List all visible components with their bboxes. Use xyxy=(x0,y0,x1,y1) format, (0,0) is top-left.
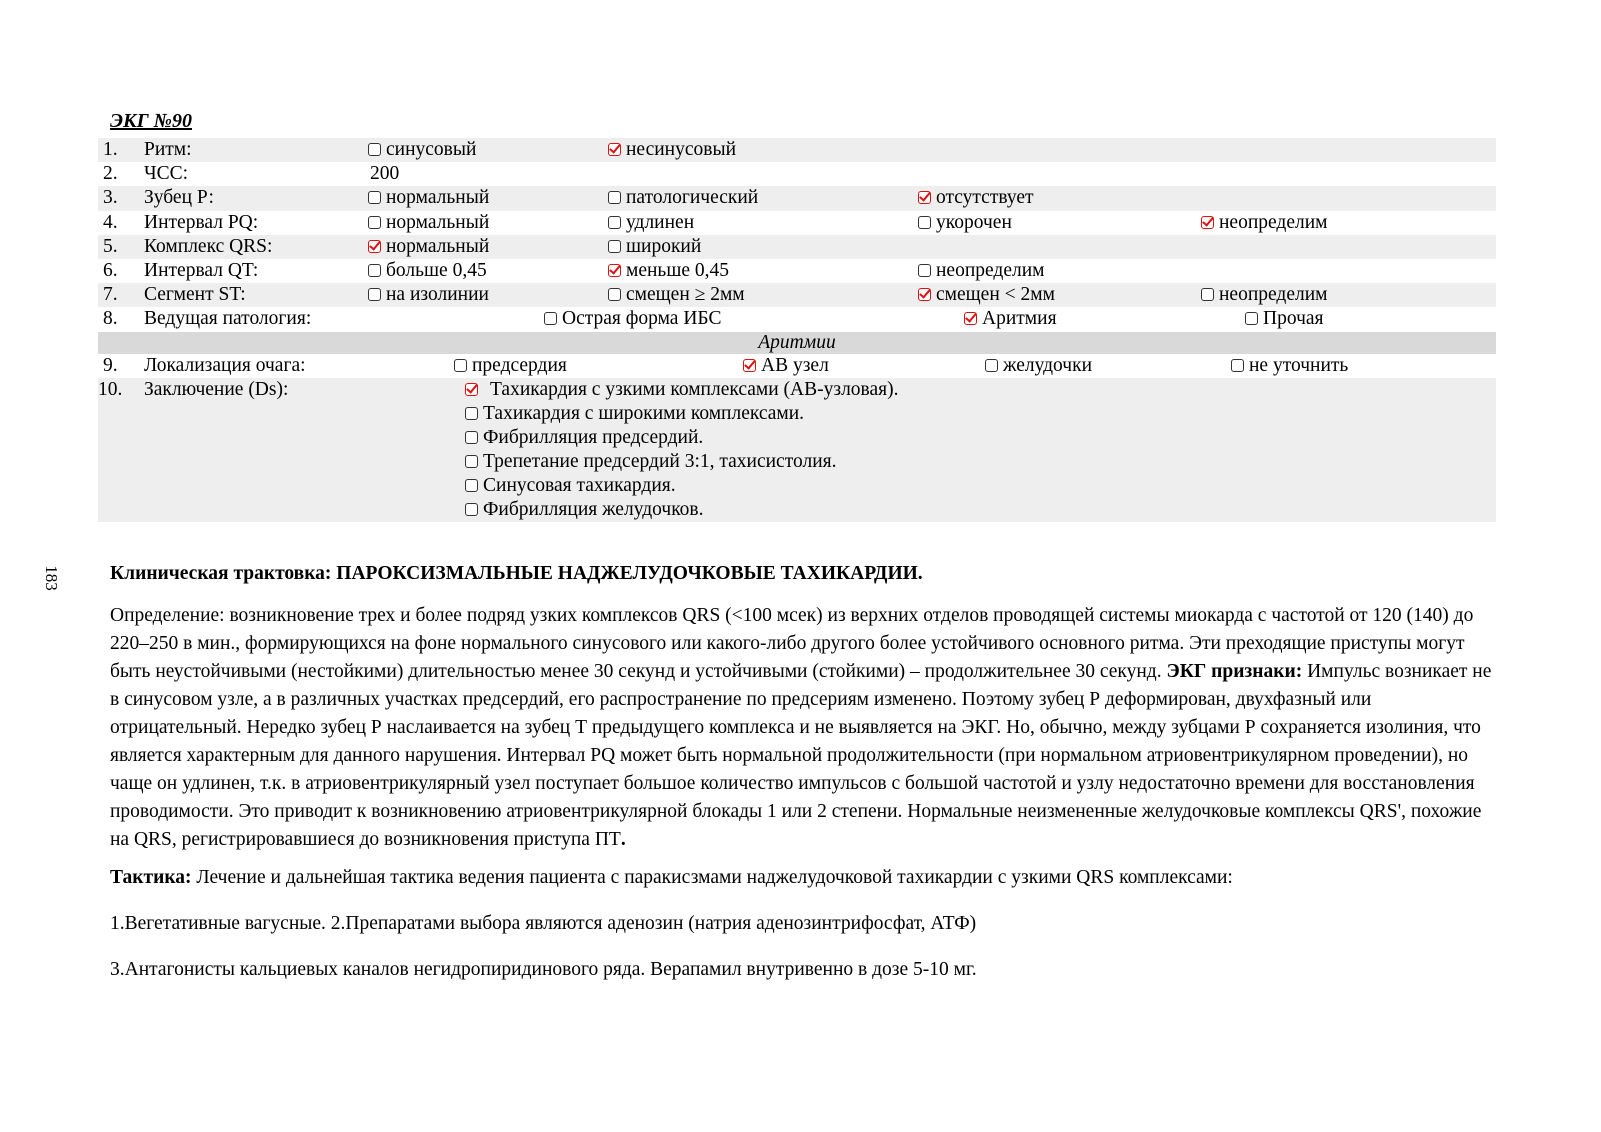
checkbox-checked-icon[interactable] xyxy=(1201,216,1214,229)
option-flutter[interactable]: Трепетание предсердий 3:1, тахисистолия. xyxy=(465,450,899,474)
row-conclusion xyxy=(98,378,1496,522)
option-pq-shortened[interactable]: укорочен xyxy=(918,211,1012,235)
option-pq-undefined[interactable]: неопределим xyxy=(1201,211,1328,235)
checkbox-icon[interactable] xyxy=(454,359,467,372)
option-wide-tachy[interactable]: Тахикардия с широкими комплексами. xyxy=(465,402,899,426)
option-p-absent[interactable]: отсутствует xyxy=(918,186,1034,210)
checkbox-icon[interactable] xyxy=(368,264,381,277)
row-number: 3. xyxy=(103,187,118,209)
hr-value: 200 xyxy=(370,163,400,185)
row-label: Ведущая патология: xyxy=(144,308,312,330)
option-arrhythmia[interactable]: Аритмия xyxy=(964,307,1057,331)
checkbox-checked-icon[interactable] xyxy=(608,143,621,156)
option-acute-ihd[interactable]: Острая форма ИБС xyxy=(544,307,721,331)
checkbox-icon[interactable] xyxy=(465,479,478,492)
checkbox-icon[interactable] xyxy=(918,264,931,277)
option-av-node[interactable]: АВ узел xyxy=(743,354,829,378)
checkbox-icon[interactable] xyxy=(918,216,931,229)
checkbox-icon[interactable] xyxy=(465,431,478,444)
row-pathology xyxy=(98,307,1496,331)
option-p-pathological[interactable]: патологический xyxy=(608,186,758,210)
row-qt xyxy=(98,259,1496,283)
conclusion-options xyxy=(465,378,899,522)
checkbox-icon[interactable] xyxy=(368,191,381,204)
option-sinus[interactable]: синусовый xyxy=(368,138,476,162)
clinical-title: Клиническая трактовка: ПАРОКСИЗМАЛЬНЫЕ НАДЖЕЛУДОЧКОВЫЕ ТАХИКАРДИИ. xyxy=(110,563,923,584)
checkbox-icon[interactable] xyxy=(1201,288,1214,301)
row-st xyxy=(98,283,1496,307)
option-non-sinus[interactable]: несинусовый xyxy=(608,138,736,162)
row-label: Локализация очага: xyxy=(144,354,306,376)
row-number: 1. xyxy=(103,139,118,160)
option-qrs-normal[interactable]: нормальный xyxy=(368,235,489,259)
option-vf[interactable]: Фибрилляция желудочков. xyxy=(465,498,899,522)
checkbox-icon[interactable] xyxy=(465,455,478,468)
checkbox-icon[interactable] xyxy=(608,288,621,301)
page-number: 183 xyxy=(41,565,61,591)
row-qrs xyxy=(98,235,1496,259)
tactics-paragraph: Тактика: Лечение и дальнейшая тактика ведения пациента с паракисзмами наджелудочковой тахикардии с узкими QRS комплексами: xyxy=(110,867,1233,888)
ekg-table xyxy=(98,138,1496,522)
option-p-normal[interactable]: нормальный xyxy=(368,186,489,210)
option-narrow-tachy[interactable]: Тахикардия с узкими комплексами (АВ-узловая). xyxy=(465,378,899,402)
checkbox-icon[interactable] xyxy=(608,191,621,204)
option-unspecified[interactable]: не уточнить xyxy=(1231,354,1348,378)
option-other[interactable]: Прочая xyxy=(1245,307,1324,331)
option-pq-normal[interactable]: нормальный xyxy=(368,211,489,235)
option-ventricles[interactable]: желудочки xyxy=(985,354,1092,378)
row-rhythm xyxy=(98,138,1496,162)
checkbox-checked-icon[interactable] xyxy=(368,240,381,253)
checkbox-icon[interactable] xyxy=(465,407,478,420)
checkbox-checked-icon[interactable] xyxy=(918,288,931,301)
row-pq xyxy=(98,211,1496,235)
definition-paragraph: Определение: возникновение трех и более подряд узких комплексов QRS (<100 мсек) из верхних отделов проводящей системы миокарда с частотой от 120 (140) до 220–250 в мин., формирующихся на фоне нормального синусового или какого-либо другого более устойчивого основного ритма. Эти преходящие приступы могут быть неустойчивыми (нестойкими) длительностью менее 30 секунд и устойчивыми (стойкими) – продолжительнее 30 секунд. ЭКГ признаки: Импульс возникает не в синусовом узле, а в различных участках предсердий, его распространение по предсериям изменено. Поэтому зубец Р деформирован, двухфазный или отрицательный. Нередко зубец Р наслаивается на зубец Т предыдущего комплекса и не выявляется на ЭКГ. Но, обычно, между зубцами Р сохраняется изолиния, что является характерным для данного нарушения. Интервал PQ может быть нормальной продолжительности (при нормальном атриовентрикулярном проведении), но чаще он удлинен, т.к. в атриовентрикулярный узел поступает большое количество импульсов с большой частотой и узлу недостаточно времени для восстановления проводимости. Это приводит к возникновению атриовентрикулярной блокады 1 или 2 степени. Нормальные неизмененные желудочковые комплексы QRS', похожие на QRS, регистрировавшиеся до возникновения приступа ПТ. xyxy=(110,605,1492,850)
checkbox-checked-icon[interactable] xyxy=(465,383,478,396)
clinical-text xyxy=(110,560,1502,1002)
checkbox-icon[interactable] xyxy=(465,503,478,516)
option-atria[interactable]: предсердия xyxy=(454,354,567,378)
row-number: 4. xyxy=(103,211,118,233)
checkbox-icon[interactable] xyxy=(608,216,621,229)
option-st-isoline[interactable]: на изолинии xyxy=(368,283,489,307)
row-number: 10. xyxy=(98,378,123,400)
checkbox-checked-icon[interactable] xyxy=(964,312,977,325)
row-label: Зубец Р: xyxy=(144,187,214,209)
checkbox-icon[interactable] xyxy=(544,312,557,325)
treatment-item-3: 3.Антагонисты кальциевых каналов негидропиридинового ряда. Верапамил внутривенно в дозе 5-10 мг. xyxy=(110,959,977,980)
row-label: Интервал PQ: xyxy=(144,211,259,233)
option-af[interactable]: Фибрилляция предсердий. xyxy=(465,426,899,450)
row-number: 9. xyxy=(103,354,118,376)
row-label: Интервал QT: xyxy=(144,259,259,281)
row-label: Комплекс QRS: xyxy=(144,235,273,257)
checkbox-icon[interactable] xyxy=(985,359,998,372)
row-number: 5. xyxy=(103,235,118,257)
ekg-title: ЭКГ №90 xyxy=(110,110,192,132)
row-number: 7. xyxy=(103,284,118,306)
option-st-shift-lt2[interactable]: смещен < 2мм xyxy=(918,283,1055,307)
row-number: 2. xyxy=(103,163,118,185)
row-label: Сегмент ST: xyxy=(144,284,246,306)
option-qt-more[interactable]: больше 0,45 xyxy=(368,259,487,283)
row-hr xyxy=(98,162,1496,186)
option-sinus-tachy[interactable]: Синусовая тахикардия. xyxy=(465,474,899,498)
checkbox-icon[interactable] xyxy=(368,143,381,156)
checkbox-icon[interactable] xyxy=(368,288,381,301)
option-qrs-wide[interactable]: широкий xyxy=(608,235,701,259)
row-focus xyxy=(98,354,1496,378)
checkbox-checked-icon[interactable] xyxy=(608,264,621,277)
row-label: Ритм: xyxy=(144,139,192,160)
option-qt-less[interactable]: меньше 0,45 xyxy=(608,259,729,283)
section-arrhythmias: Аритмии xyxy=(98,332,1496,354)
row-number: 8. xyxy=(103,308,118,330)
checkbox-checked-icon[interactable] xyxy=(918,191,931,204)
row-number: 6. xyxy=(103,259,118,281)
option-pq-prolonged[interactable]: удлинен xyxy=(608,211,694,235)
checkbox-checked-icon[interactable] xyxy=(743,359,756,372)
row-label: Заключение (Ds): xyxy=(144,378,289,400)
row-p-wave xyxy=(98,186,1496,210)
option-st-shift-ge2[interactable]: смещен ≥ 2мм xyxy=(608,283,745,307)
option-qt-undefined[interactable]: неопределим xyxy=(918,259,1045,283)
treatment-item-1-2: 1.Вегетативные вагусные. 2.Препаратами выбора являются аденозин (натрия аденозинтрифосфат, АТФ) xyxy=(110,913,977,934)
checkbox-icon[interactable] xyxy=(368,216,381,229)
row-label: ЧСС: xyxy=(144,163,189,185)
checkbox-icon[interactable] xyxy=(1245,312,1258,325)
checkbox-icon[interactable] xyxy=(608,240,621,253)
option-st-undefined[interactable]: неопределим xyxy=(1201,283,1328,307)
checkbox-icon[interactable] xyxy=(1231,359,1244,372)
